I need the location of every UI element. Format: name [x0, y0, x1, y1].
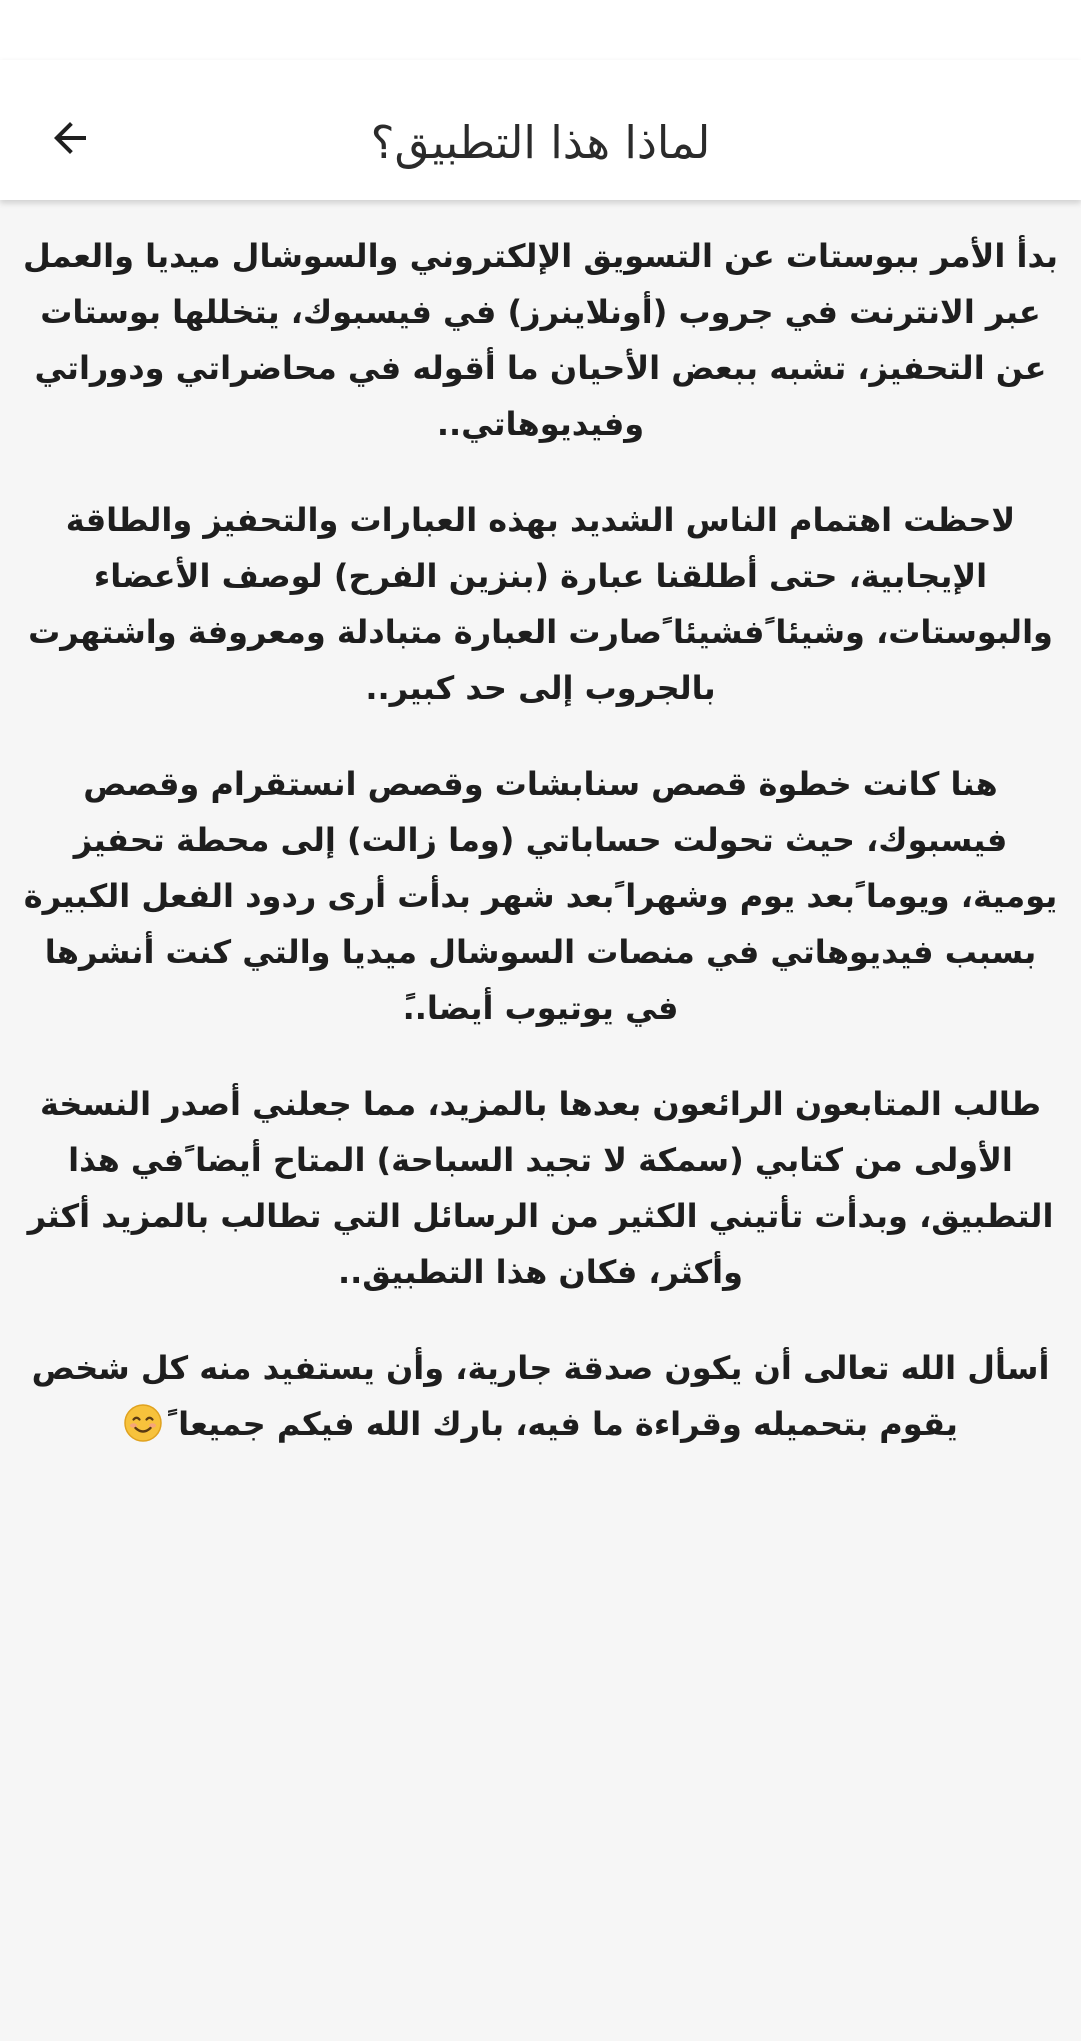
paragraph: بدأ الأمر ببوستات عن التسويق الإلكتروني والسوشال ميديا والعمل عبر الانترنت في جروب (أونلاينرز) في فيسبوك، يتخللها بوستات عن التحفيز، تشبه ببعض الأحيان ما أقوله في محاضراتي ودوراتي وفيديوهاتي.. — [23, 237, 1058, 443]
page-title: لماذا هذا التطبيق؟ — [370, 116, 711, 169]
paragraph: طالب المتابعون الرائعون بعدها بالمزيد، مما جعلني أصدر النسخة الأولى من كتابي (سمكة لا تجيد السباحة) المتاح أيضا ًفي هذا التطبيق، وبدأت تأتيني الكثير من الرسائل التي تطالب بالمزيد أكثر وأكثر، فكان هذا التطبيق.. — [27, 1085, 1054, 1291]
smiling-face-icon — [123, 1403, 163, 1443]
arrow-left-icon — [46, 114, 94, 162]
status-bar — [0, 0, 1081, 60]
paragraph-text: أسأل الله تعالى أن يكون صدقة جارية، وأن يستفيد منه كل شخص يقوم بتحميله وقراءة ما فيه، بارك الله فيكم جميعا ً — [31, 1349, 1050, 1443]
paragraph: هنا كانت خطوة قصص سنابشات وقصص انستقرام وقصص فيسبوك، حيث تحولت حساباتي (وما زالت) إلى محطة تحفيز يومية، ويوما ًبعد يوم وشهرا ًبعد شهر بدأت أرى ردود الفعل الكبيرة بسبب فيديوهاتي في منصات السوشال ميديا والتي كنت أنشرها في يوتيوب أيضا..ً — [23, 765, 1058, 1027]
app-bar — [0, 60, 1081, 200]
closing-paragraph — [22, 1340, 1059, 1452]
article-body — [22, 228, 1059, 1492]
paragraph: لاحظت اهتمام الناس الشديد بهذه العبارات والتحفيز والطاقة الإيجابية، حتى أطلقنا عبارة (بنزين الفرح) لوصف الأعضاء والبوستات، وشيئا ًفشيئا ًصارت العبارة متبادلة ومعروفة واشتهرت بالجروب إلى حد كبير.. — [28, 501, 1053, 707]
back-button[interactable] — [28, 96, 112, 180]
